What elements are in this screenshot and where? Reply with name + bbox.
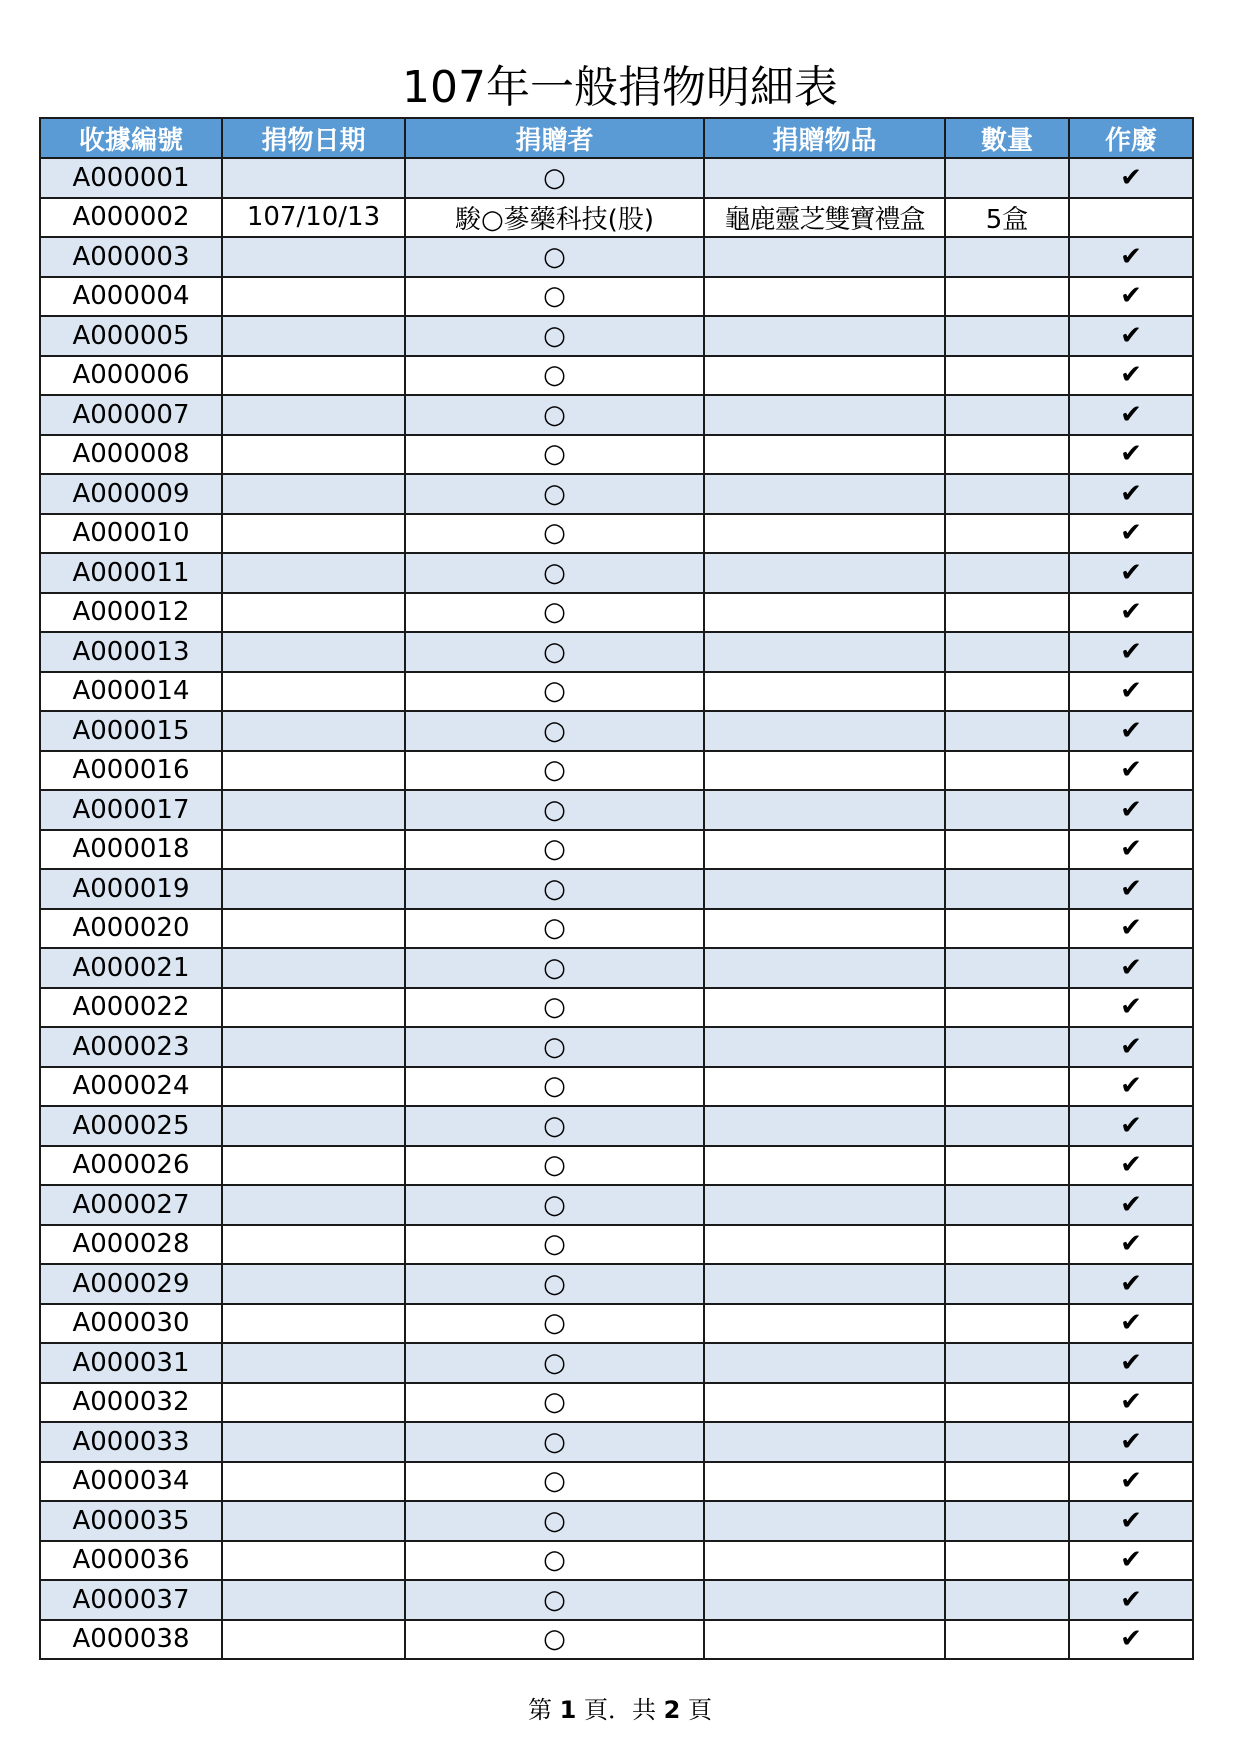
cell-donor: ○ xyxy=(405,988,704,1028)
cell-void-mark: ✔ xyxy=(1069,632,1193,672)
cell-void-mark: ✔ xyxy=(1069,1027,1193,1067)
cell-donated-item xyxy=(704,869,945,909)
cell-donated-item xyxy=(704,1106,945,1146)
cell-receipt-no: A000032 xyxy=(40,1383,222,1423)
cell-donated-item xyxy=(704,277,945,317)
cell-donated-item xyxy=(704,672,945,712)
cell-donated-item xyxy=(704,553,945,593)
page-title: 107年一般捐物明細表 xyxy=(402,62,838,113)
table-row xyxy=(40,474,1193,514)
cell-donated-item xyxy=(704,1383,945,1423)
cell-quantity xyxy=(945,1067,1069,1107)
cell-donated-item xyxy=(704,1185,945,1225)
cell-donated-item xyxy=(704,316,945,356)
cell-void-mark: ✔ xyxy=(1069,1067,1193,1107)
cell-void-mark: ✔ xyxy=(1069,1462,1193,1502)
cell-donor: ○ xyxy=(405,1225,704,1265)
cell-void-mark: ✔ xyxy=(1069,395,1193,435)
cell-quantity: 5盒 xyxy=(945,198,1069,238)
cell-donor: ○ xyxy=(405,553,704,593)
cell-donated-item xyxy=(704,1027,945,1067)
cell-donated-item: 龜鹿靈芝雙寶禮盒 xyxy=(704,198,945,238)
cell-donated-item xyxy=(704,514,945,554)
cell-void-mark: ✔ xyxy=(1069,277,1193,317)
table-row xyxy=(40,1304,1193,1344)
cell-receipt-no: A000026 xyxy=(40,1146,222,1186)
cell-donor: ○ xyxy=(405,1580,704,1620)
cell-receipt-no: A000012 xyxy=(40,593,222,633)
cell-donor: ○ xyxy=(405,1343,704,1383)
cell-donated-item xyxy=(704,1462,945,1502)
cell-receipt-no: A000021 xyxy=(40,948,222,988)
cell-receipt-no: A000005 xyxy=(40,316,222,356)
cell-receipt-no: A000036 xyxy=(40,1541,222,1581)
cell-void-mark: ✔ xyxy=(1069,553,1193,593)
cell-receipt-no: A000017 xyxy=(40,790,222,830)
cell-void-mark: ✔ xyxy=(1069,316,1193,356)
table-row xyxy=(40,1422,1193,1462)
cell-donor: ○ xyxy=(405,632,704,672)
cell-donation-date xyxy=(222,1462,405,1502)
cell-donation-date xyxy=(222,277,405,317)
cell-donor: 駿○蔘藥科技(股) xyxy=(405,198,704,238)
cell-donated-item xyxy=(704,1067,945,1107)
cell-donor: ○ xyxy=(405,1264,704,1304)
footer-prefix: 第 xyxy=(528,1696,553,1724)
cell-donor: ○ xyxy=(405,948,704,988)
cell-receipt-no: A000004 xyxy=(40,277,222,317)
cell-quantity xyxy=(945,514,1069,554)
cell-donor: ○ xyxy=(405,1501,704,1541)
cell-receipt-no: A000023 xyxy=(40,1027,222,1067)
cell-void-mark: ✔ xyxy=(1069,1106,1193,1146)
table-row xyxy=(40,1501,1193,1541)
cell-void-mark: ✔ xyxy=(1069,751,1193,791)
cell-donation-date xyxy=(222,790,405,830)
cell-donor: ○ xyxy=(405,1106,704,1146)
table-row xyxy=(40,1541,1193,1581)
cell-donated-item xyxy=(704,474,945,514)
cell-donated-item xyxy=(704,1541,945,1581)
footer-separator: 頁．共 xyxy=(584,1696,656,1724)
cell-void-mark xyxy=(1069,198,1193,238)
cell-void-mark: ✔ xyxy=(1069,1343,1193,1383)
cell-donated-item xyxy=(704,830,945,870)
cell-donation-date xyxy=(222,830,405,870)
cell-donor: ○ xyxy=(405,1027,704,1067)
cell-receipt-no: A000025 xyxy=(40,1106,222,1146)
cell-receipt-no: A000009 xyxy=(40,474,222,514)
cell-donor: ○ xyxy=(405,1462,704,1502)
cell-donor: ○ xyxy=(405,1185,704,1225)
cell-donor: ○ xyxy=(405,1620,704,1660)
table-row xyxy=(40,1146,1193,1186)
cell-void-mark: ✔ xyxy=(1069,1422,1193,1462)
cell-receipt-no: A000029 xyxy=(40,1264,222,1304)
cell-receipt-no: A000020 xyxy=(40,909,222,949)
cell-donation-date xyxy=(222,751,405,791)
cell-receipt-no: A000003 xyxy=(40,237,222,277)
cell-donation-date xyxy=(222,869,405,909)
cell-donor: ○ xyxy=(405,593,704,633)
cell-void-mark: ✔ xyxy=(1069,1580,1193,1620)
cell-donated-item xyxy=(704,1264,945,1304)
cell-donor: ○ xyxy=(405,435,704,475)
cell-donor: ○ xyxy=(405,790,704,830)
cell-donated-item xyxy=(704,1422,945,1462)
cell-donor: ○ xyxy=(405,316,704,356)
cell-void-mark: ✔ xyxy=(1069,1185,1193,1225)
cell-receipt-no: A000031 xyxy=(40,1343,222,1383)
cell-donor: ○ xyxy=(405,1383,704,1423)
table-row xyxy=(40,277,1193,317)
cell-donor: ○ xyxy=(405,1146,704,1186)
cell-quantity xyxy=(945,1580,1069,1620)
cell-donation-date xyxy=(222,1106,405,1146)
cell-quantity xyxy=(945,158,1069,198)
donation-table xyxy=(39,117,1194,1660)
cell-donation-date xyxy=(222,711,405,751)
cell-donation-date xyxy=(222,593,405,633)
cell-void-mark: ✔ xyxy=(1069,672,1193,712)
cell-donated-item xyxy=(704,1620,945,1660)
cell-receipt-no: A000010 xyxy=(40,514,222,554)
cell-quantity xyxy=(945,435,1069,475)
cell-void-mark: ✔ xyxy=(1069,1501,1193,1541)
cell-donation-date xyxy=(222,1422,405,1462)
cell-quantity xyxy=(945,1501,1069,1541)
cell-donor: ○ xyxy=(405,830,704,870)
cell-void-mark: ✔ xyxy=(1069,909,1193,949)
cell-receipt-no: A000013 xyxy=(40,632,222,672)
cell-donation-date xyxy=(222,1304,405,1344)
cell-void-mark: ✔ xyxy=(1069,158,1193,198)
cell-receipt-no: A000008 xyxy=(40,435,222,475)
cell-donation-date xyxy=(222,988,405,1028)
column-header-donated-item: 捐贈物品 xyxy=(704,118,945,158)
table-row xyxy=(40,1620,1193,1660)
page-footer xyxy=(0,1690,1240,1725)
table-row xyxy=(40,514,1193,554)
column-header-receipt-no: 收據編號 xyxy=(40,118,222,158)
cell-quantity xyxy=(945,711,1069,751)
cell-quantity xyxy=(945,1541,1069,1581)
cell-quantity xyxy=(945,988,1069,1028)
cell-void-mark: ✔ xyxy=(1069,1225,1193,1265)
table-row xyxy=(40,395,1193,435)
cell-donation-date xyxy=(222,474,405,514)
cell-quantity xyxy=(945,1027,1069,1067)
table-row xyxy=(40,1462,1193,1502)
table-row xyxy=(40,435,1193,475)
cell-donor: ○ xyxy=(405,672,704,712)
column-header-quantity: 數量 xyxy=(945,118,1069,158)
cell-void-mark: ✔ xyxy=(1069,1620,1193,1660)
cell-donor: ○ xyxy=(405,158,704,198)
cell-donated-item xyxy=(704,1304,945,1344)
cell-donor: ○ xyxy=(405,395,704,435)
cell-donation-date xyxy=(222,395,405,435)
cell-void-mark: ✔ xyxy=(1069,790,1193,830)
cell-donation-date xyxy=(222,1185,405,1225)
table-row xyxy=(40,711,1193,751)
cell-donated-item xyxy=(704,632,945,672)
table-row xyxy=(40,198,1193,238)
cell-void-mark: ✔ xyxy=(1069,1146,1193,1186)
table-row xyxy=(40,1185,1193,1225)
table-row xyxy=(40,1343,1193,1383)
cell-donation-date xyxy=(222,1067,405,1107)
cell-donor: ○ xyxy=(405,237,704,277)
footer-suffix: 頁 xyxy=(687,1696,712,1724)
cell-quantity xyxy=(945,1304,1069,1344)
cell-donated-item xyxy=(704,1580,945,1620)
cell-donated-item xyxy=(704,948,945,988)
cell-receipt-no: A000014 xyxy=(40,672,222,712)
cell-donated-item xyxy=(704,395,945,435)
cell-quantity xyxy=(945,1225,1069,1265)
cell-quantity xyxy=(945,237,1069,277)
cell-donated-item xyxy=(704,435,945,475)
cell-quantity xyxy=(945,1422,1069,1462)
cell-donated-item xyxy=(704,790,945,830)
cell-receipt-no: A000024 xyxy=(40,1067,222,1107)
cell-quantity xyxy=(945,1185,1069,1225)
cell-void-mark: ✔ xyxy=(1069,237,1193,277)
column-header-void: 作廢 xyxy=(1069,118,1193,158)
table-row xyxy=(40,1027,1193,1067)
cell-receipt-no: A000001 xyxy=(40,158,222,198)
cell-void-mark: ✔ xyxy=(1069,1541,1193,1581)
table-row xyxy=(40,237,1193,277)
cell-quantity xyxy=(945,1343,1069,1383)
cell-donation-date xyxy=(222,553,405,593)
cell-donation-date xyxy=(222,1580,405,1620)
cell-void-mark: ✔ xyxy=(1069,435,1193,475)
cell-quantity xyxy=(945,356,1069,396)
cell-donation-date xyxy=(222,1225,405,1265)
cell-receipt-no: A000034 xyxy=(40,1462,222,1502)
cell-donation-date xyxy=(222,1501,405,1541)
table-row xyxy=(40,1580,1193,1620)
cell-receipt-no: A000035 xyxy=(40,1501,222,1541)
cell-donor: ○ xyxy=(405,1422,704,1462)
footer-total-pages: 2 xyxy=(663,1696,681,1724)
cell-donor: ○ xyxy=(405,356,704,396)
table-row xyxy=(40,790,1193,830)
cell-quantity xyxy=(945,830,1069,870)
cell-donation-date xyxy=(222,672,405,712)
cell-quantity xyxy=(945,277,1069,317)
cell-donor: ○ xyxy=(405,869,704,909)
cell-donor: ○ xyxy=(405,1541,704,1581)
cell-donation-date xyxy=(222,632,405,672)
table-row xyxy=(40,158,1193,198)
cell-donation-date xyxy=(222,1620,405,1660)
table-row xyxy=(40,316,1193,356)
cell-receipt-no: A000028 xyxy=(40,1225,222,1265)
cell-receipt-no: A000018 xyxy=(40,830,222,870)
cell-quantity xyxy=(945,909,1069,949)
cell-void-mark: ✔ xyxy=(1069,356,1193,396)
table-row xyxy=(40,1106,1193,1146)
cell-quantity xyxy=(945,790,1069,830)
cell-donation-date xyxy=(222,356,405,396)
cell-receipt-no: A000022 xyxy=(40,988,222,1028)
cell-quantity xyxy=(945,948,1069,988)
cell-donation-date xyxy=(222,1383,405,1423)
cell-donated-item xyxy=(704,751,945,791)
cell-void-mark: ✔ xyxy=(1069,830,1193,870)
cell-quantity xyxy=(945,632,1069,672)
cell-quantity xyxy=(945,1106,1069,1146)
cell-donation-date xyxy=(222,1343,405,1383)
cell-void-mark: ✔ xyxy=(1069,1264,1193,1304)
table-row xyxy=(40,909,1193,949)
cell-quantity xyxy=(945,474,1069,514)
cell-void-mark: ✔ xyxy=(1069,988,1193,1028)
table-row xyxy=(40,356,1193,396)
cell-donation-date: 107/10/13 xyxy=(222,198,405,238)
cell-receipt-no: A000006 xyxy=(40,356,222,396)
table-row xyxy=(40,1383,1193,1423)
table-row xyxy=(40,593,1193,633)
cell-donor: ○ xyxy=(405,1067,704,1107)
cell-receipt-no: A000016 xyxy=(40,751,222,791)
cell-receipt-no: A000038 xyxy=(40,1620,222,1660)
cell-receipt-no: A000030 xyxy=(40,1304,222,1344)
table-row xyxy=(40,553,1193,593)
cell-donation-date xyxy=(222,1146,405,1186)
cell-donation-date xyxy=(222,909,405,949)
cell-receipt-no: A000037 xyxy=(40,1580,222,1620)
cell-donation-date xyxy=(222,948,405,988)
cell-donated-item xyxy=(704,711,945,751)
cell-quantity xyxy=(945,672,1069,712)
table-row xyxy=(40,1264,1193,1304)
cell-receipt-no: A000019 xyxy=(40,869,222,909)
cell-donation-date xyxy=(222,316,405,356)
cell-quantity xyxy=(945,751,1069,791)
cell-donated-item xyxy=(704,1501,945,1541)
cell-donation-date xyxy=(222,1264,405,1304)
cell-receipt-no: A000015 xyxy=(40,711,222,751)
cell-receipt-no: A000033 xyxy=(40,1422,222,1462)
cell-quantity xyxy=(945,395,1069,435)
cell-donation-date xyxy=(222,435,405,475)
cell-donor: ○ xyxy=(405,711,704,751)
cell-quantity xyxy=(945,593,1069,633)
cell-quantity xyxy=(945,1383,1069,1423)
cell-donor: ○ xyxy=(405,474,704,514)
cell-quantity xyxy=(945,1146,1069,1186)
table-row xyxy=(40,1067,1193,1107)
cell-void-mark: ✔ xyxy=(1069,593,1193,633)
cell-donated-item xyxy=(704,1146,945,1186)
cell-donated-item xyxy=(704,237,945,277)
cell-void-mark: ✔ xyxy=(1069,711,1193,751)
cell-donor: ○ xyxy=(405,277,704,317)
cell-donated-item xyxy=(704,1343,945,1383)
cell-void-mark: ✔ xyxy=(1069,514,1193,554)
column-header-donor: 捐贈者 xyxy=(405,118,704,158)
cell-donation-date xyxy=(222,1541,405,1581)
cell-donor: ○ xyxy=(405,514,704,554)
cell-donated-item xyxy=(704,158,945,198)
table-row xyxy=(40,948,1193,988)
cell-receipt-no: A000011 xyxy=(40,553,222,593)
cell-void-mark: ✔ xyxy=(1069,1383,1193,1423)
cell-donation-date xyxy=(222,1027,405,1067)
cell-receipt-no: A000027 xyxy=(40,1185,222,1225)
cell-quantity xyxy=(945,316,1069,356)
cell-quantity xyxy=(945,1264,1069,1304)
cell-donor: ○ xyxy=(405,751,704,791)
column-header-donation-date: 捐物日期 xyxy=(222,118,405,158)
cell-void-mark: ✔ xyxy=(1069,1304,1193,1344)
cell-donated-item xyxy=(704,1225,945,1265)
cell-donated-item xyxy=(704,988,945,1028)
table-row xyxy=(40,751,1193,791)
table-row xyxy=(40,632,1193,672)
cell-quantity xyxy=(945,869,1069,909)
cell-donor: ○ xyxy=(405,1304,704,1344)
table-row xyxy=(40,830,1193,870)
table-row xyxy=(40,869,1193,909)
cell-donor: ○ xyxy=(405,909,704,949)
cell-donated-item xyxy=(704,593,945,633)
cell-quantity xyxy=(945,553,1069,593)
table-row xyxy=(40,672,1193,712)
footer-page-number: 1 xyxy=(559,1696,577,1724)
cell-void-mark: ✔ xyxy=(1069,869,1193,909)
cell-void-mark: ✔ xyxy=(1069,948,1193,988)
cell-quantity xyxy=(945,1462,1069,1502)
cell-donated-item xyxy=(704,909,945,949)
cell-receipt-no: A000002 xyxy=(40,198,222,238)
table-row xyxy=(40,1225,1193,1265)
cell-quantity xyxy=(945,1620,1069,1660)
cell-donation-date xyxy=(222,158,405,198)
cell-donation-date xyxy=(222,514,405,554)
cell-void-mark: ✔ xyxy=(1069,474,1193,514)
cell-receipt-no: A000007 xyxy=(40,395,222,435)
table-header-row xyxy=(40,118,1193,158)
cell-donation-date xyxy=(222,237,405,277)
cell-donated-item xyxy=(704,356,945,396)
table-row xyxy=(40,988,1193,1028)
